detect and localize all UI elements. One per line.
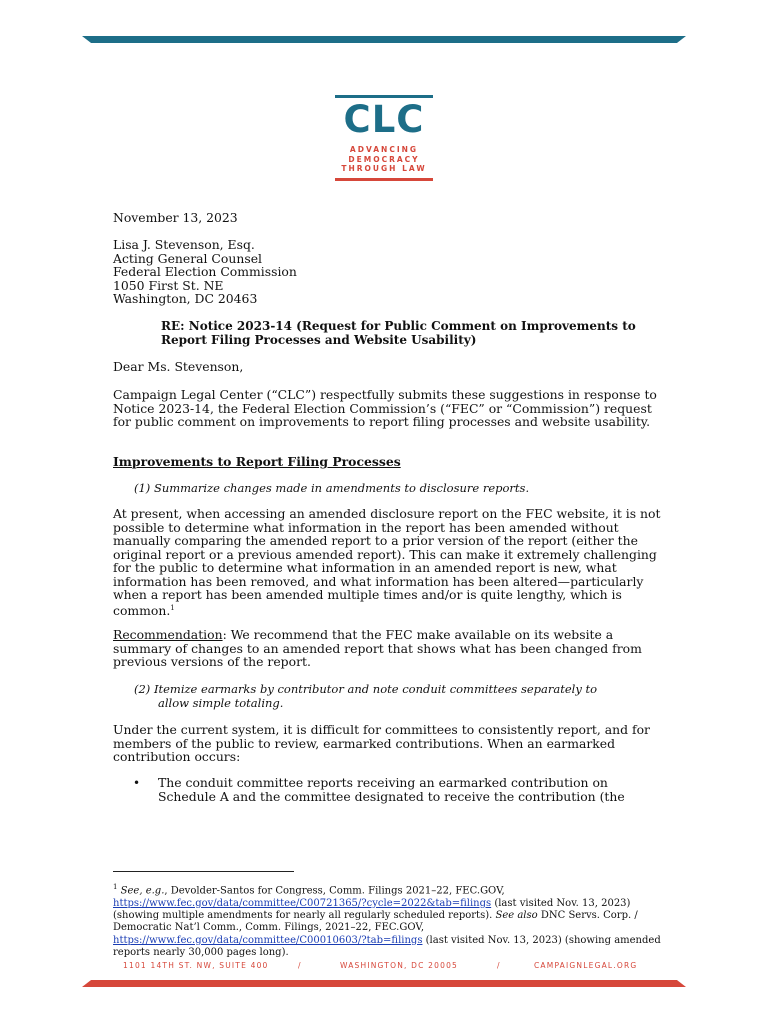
logo-tagline: ADVANCING DEMOCRACY THROUGH LAW bbox=[341, 145, 427, 173]
footer-separator: / bbox=[298, 961, 302, 970]
recommendation-label: Recommendation bbox=[113, 627, 223, 642]
salutation: Dear Ms. Stevenson, bbox=[113, 359, 244, 374]
bullet-item-1: The conduit committee reports receiving an earmarked contribution on Schedule A and the committee designated to receive the contribution (the bbox=[158, 775, 625, 804]
footnote-text: , Devolder-Santos for Congress, Comm. Filings 2021–22, FEC.GOV, bbox=[164, 885, 505, 897]
footer-address: 1101 14TH ST. NW, SUITE 400 bbox=[123, 961, 269, 970]
recommendation-text: : We recommend that the FEC make available on its website a summary of changes to an amended report that shows what has been changed from previous versions of the report. bbox=[113, 627, 642, 669]
recipient-address bbox=[113, 238, 661, 306]
address-line: Acting General Counsel bbox=[113, 250, 262, 266]
item-2-line: (2) Itemize earmarks by contributor and note conduit committees separately to bbox=[134, 682, 598, 696]
item-2-heading bbox=[134, 682, 597, 710]
footnote-text: (last visited Nov. 13, 2023) (showing multiple amendments for nearly all regularly scheduled reports). bbox=[113, 897, 631, 921]
paragraph-text: At present, when accessing an amended disclosure report on the FEC website, it is not possible to determine what information in the report has been amended without manually comparing the amended report to a prior version of the report (either the original report or a previous amended report). This can make it extremely challenging for the public to determine what information in an amended report is new, what information has been removed, and what information has been altered—particularly when a report has been amended multiple times and/or is quite lengthy, which is common. bbox=[113, 506, 661, 618]
footnote-signal: See, e.g. bbox=[120, 885, 165, 897]
item-2-line: allow simple totaling. bbox=[158, 696, 284, 710]
section-heading: Improvements to Report Filing Processes bbox=[113, 454, 401, 469]
footnote-text: (last visited Nov. 13, 2023) (showing amended reports nearly 30,000 pages long). bbox=[113, 934, 661, 958]
footer-city: WASHINGTON, DC 20005 bbox=[340, 961, 459, 970]
footer-website[interactable]: CAMPAIGNLEGAL.ORG bbox=[534, 961, 638, 970]
item-1-heading: (1) Summarize changes made in amendments to disclosure reports. bbox=[134, 481, 530, 495]
intro-paragraph: Campaign Legal Center (“CLC”) respectfully submits these suggestions in response to Notice 2023-14, the Federal Election Commission’s (“FEC” or “Commission”) request for public comment on improvements to report filing processes and website usability. bbox=[113, 387, 657, 429]
bullet-glyph: • bbox=[133, 776, 141, 790]
footnote-signal: See also bbox=[495, 909, 538, 921]
footer-separator: / bbox=[497, 961, 501, 970]
bottom-accent-bar bbox=[82, 980, 686, 987]
address-line: Lisa J. Stevenson, Esq. bbox=[113, 237, 255, 252]
letter-date: November 13, 2023 bbox=[113, 210, 238, 225]
paragraph-amendments bbox=[113, 507, 661, 617]
footnote-link-1[interactable]: https://www.fec.gov/data/committee/C00721365/?cycle=2022&tab=filings bbox=[113, 897, 492, 909]
address-line: Washington, DC 20463 bbox=[113, 291, 258, 306]
footnote-link-2[interactable]: https://www.fec.gov/data/committee/C00010603/?tab=filings bbox=[113, 934, 423, 946]
re-line: RE: Notice 2023-14 (Request for Public Comment on Improvements to Report Filing Processes and Website Usability) bbox=[161, 319, 636, 347]
address-line: 1050 First St. NE bbox=[113, 277, 224, 293]
recommendation-paragraph bbox=[113, 628, 661, 669]
clc-logo bbox=[335, 95, 433, 183]
logo-mark: CLC bbox=[343, 98, 425, 141]
logo-bottom-rule bbox=[335, 178, 433, 181]
footnote-mark: 1 bbox=[113, 883, 118, 891]
address-line: Federal Election Commission bbox=[113, 264, 297, 279]
footnote-text: DNC Servs. Corp. / Democratic Nat’l Comm., Comm. Filings, 2021–22, FEC.GOV, bbox=[113, 909, 638, 934]
footnote-divider bbox=[113, 871, 294, 872]
footnote-1 bbox=[113, 881, 661, 959]
top-accent-bar bbox=[82, 36, 686, 43]
paragraph-earmarks: Under the current system, it is difficult for committees to consistently report, and for members of the public to review, earmarked contributions. When an earmarked contribution occurs: bbox=[113, 722, 650, 764]
footnote-reference[interactable]: 1 bbox=[170, 603, 175, 612]
